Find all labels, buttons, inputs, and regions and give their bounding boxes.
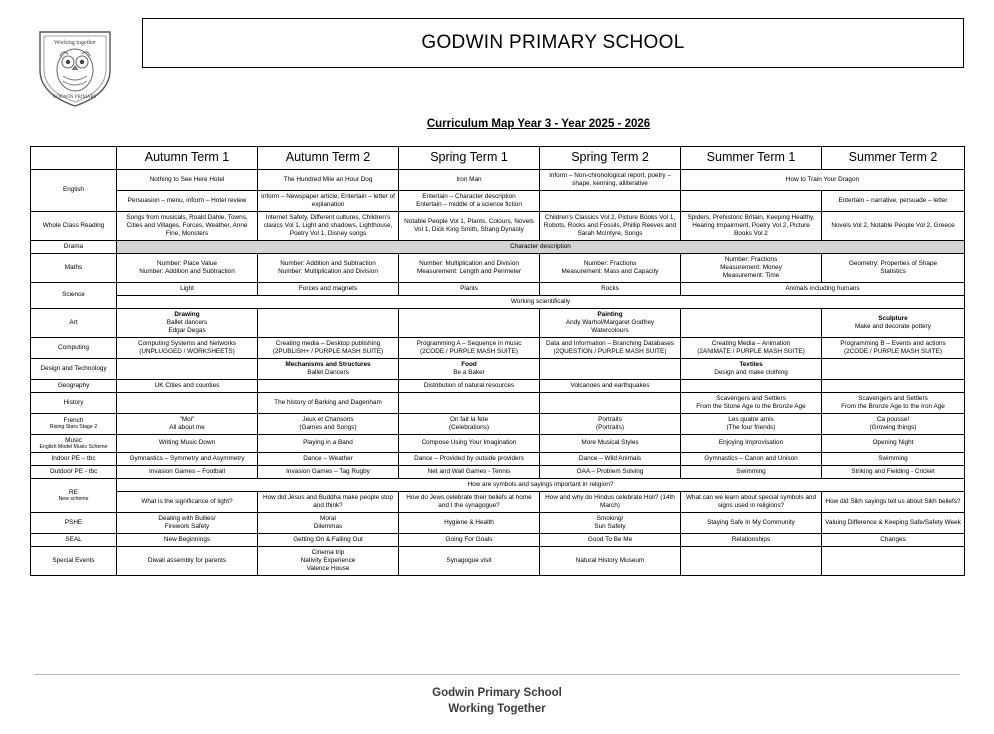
school-crest-logo — [30, 18, 120, 110]
curriculum-cell: Sculpture Make and decorate pottery — [822, 308, 965, 337]
curriculum-cell: Playing in a Band — [258, 434, 399, 453]
svg-text:GODWIN PRIMARY: GODWIN PRIMARY — [52, 95, 98, 100]
table-row — [31, 392, 965, 413]
curriculum-cell — [117, 358, 258, 379]
curriculum-cell: Persuasion – menu, inform – Hotel review — [117, 190, 258, 211]
table-row — [31, 190, 965, 211]
curriculum-cell: Forces and magnets — [258, 282, 399, 295]
curriculum-cell: Painting Andy Warhol/Margaret Godfrey Watercolours — [540, 308, 681, 337]
curriculum-cell: Dealing with Bullies/ Firework Safety — [117, 513, 258, 534]
curriculum-cell: Getting On & Falling Out — [258, 534, 399, 547]
curriculum-cell: Natural History Museum — [540, 547, 681, 576]
subject-label: French Rising Stars Stage 2 — [31, 413, 117, 434]
footer-motto: Working Together — [448, 703, 546, 716]
curriculum-cell: Drawing Ballet dancers Edgar Degas — [117, 308, 258, 337]
table-row — [31, 479, 965, 492]
curriculum-cell: Light — [117, 282, 258, 295]
subject-label: Computing — [31, 337, 117, 358]
curriculum-cell: Writing Music Down — [117, 434, 258, 453]
subject-label: Music English Model Music Scheme — [31, 434, 117, 453]
table-row — [31, 240, 965, 253]
curriculum-cell: How did Sikh sayings tell us about Sikh beliefs? — [822, 492, 965, 513]
subject-label: English — [31, 169, 117, 211]
curriculum-cell: Songs from musicals, Roald Dahle, Towns, Cities and Villages, Forces, Weather, Anne Fine, Monsters — [117, 211, 258, 240]
subject-label: RE New scheme — [31, 479, 117, 513]
curriculum-cell: Iron Man — [399, 169, 540, 190]
subject-label: Outdoor PE - tbc — [31, 466, 117, 479]
curriculum-cell: How are symbols and sayings important in religion? — [117, 479, 965, 492]
curriculum-cell: Entertain – narrative, persuade – letter — [822, 190, 965, 211]
curriculum-cell: Gymnastics – Symmetry and Asymmetry — [117, 453, 258, 466]
curriculum-cell: Food Be a Baker — [399, 358, 540, 379]
curriculum-cell: Distribution of natural resources — [399, 379, 540, 392]
table-row — [31, 358, 965, 379]
table-row — [31, 169, 965, 190]
table-row — [31, 513, 965, 534]
curriculum-cell: Ca pousse! (Growing things) — [822, 413, 965, 434]
curriculum-cell: More Musical Styles — [540, 434, 681, 453]
curriculum-cell: Jeux et Chansons (Games and Songs) — [258, 413, 399, 434]
subject-label: Special Events — [31, 547, 117, 576]
subject-label: PSHE — [31, 513, 117, 534]
curriculum-cell: Number: Addition and Subtraction Number: Multiplication and Division — [258, 253, 399, 282]
curriculum-cell: Diwali assembly for parents — [117, 547, 258, 576]
curriculum-cell: Les quatre amis (The four friends) — [681, 413, 822, 434]
curriculum-cell: Plants — [399, 282, 540, 295]
curriculum-cell: Notable People Vol 1, Plants, Colours, Novels Vol 1, Dick King Smith, Shang Dynasty — [399, 211, 540, 240]
curriculum-cell: Creating Media – Animation (2ANIMATE / PURPLE MASH SUITE) — [681, 337, 822, 358]
curriculum-cell: Swimming — [822, 453, 965, 466]
curriculum-cell — [399, 308, 540, 337]
table-row — [31, 308, 965, 337]
curriculum-cell: Textiles Design and make clothing — [681, 358, 822, 379]
curriculum-cell — [117, 392, 258, 413]
corner-cell — [31, 147, 117, 170]
curriculum-cell: Net and Wall Games - Tennis — [399, 466, 540, 479]
table-row — [31, 534, 965, 547]
table-row — [31, 434, 965, 453]
table-row — [31, 379, 965, 392]
curriculum-cell: Novels Vol 2, Notable People Vol 2, Greece — [822, 211, 965, 240]
table-body — [31, 169, 965, 576]
curriculum-cell: Good To Be Me — [540, 534, 681, 547]
curriculum-cell — [540, 190, 681, 211]
curriculum-cell: Number: Place Value Number: Addition and Subtraction — [117, 253, 258, 282]
curriculum-cell — [822, 358, 965, 379]
curriculum-cell: Hygiene & Health — [399, 513, 540, 534]
subject-label: SEAL — [31, 534, 117, 547]
curriculum-cell: Working scientifically — [117, 295, 965, 308]
curriculum-cell: The history of Barking and Dagenham — [258, 392, 399, 413]
curriculum-cell: Compose Using Your Imagination — [399, 434, 540, 453]
curriculum-cell — [822, 379, 965, 392]
column-header-spring-1: Spring Term 1 — [399, 147, 540, 170]
subject-label: Art — [31, 308, 117, 337]
svg-text:Working together: Working together — [53, 40, 97, 46]
curriculum-cell: Dance – Provided by outside providers — [399, 453, 540, 466]
curriculum-cell: Swimming — [681, 466, 822, 479]
curriculum-cell: Internet Safety, Different cultures, Children's clasics Vol 1, Light and shadows, Lighthouse, Poetry Vol 1, Disney songs — [258, 211, 399, 240]
curriculum-cell: Programming B – Events and actions (2CODE / PURPLE MASH SUITE) — [822, 337, 965, 358]
curriculum-cell: Staying Safe In My Community — [681, 513, 822, 534]
curriculum-cell: Animals including humans — [681, 282, 965, 295]
curriculum-cell: How do Jews celebrate their beliefs at home and I the synagogue? — [399, 492, 540, 513]
curriculum-cell — [681, 190, 822, 211]
curriculum-cell: How to Train Your Dragon — [681, 169, 965, 190]
curriculum-cell: Synagogue visit — [399, 547, 540, 576]
curriculum-cell: Inform – Non-chronological report, poetry – shape, kenning, alliterative — [540, 169, 681, 190]
curriculum-cell: Number: Fractions Measurement: Mass and Capacity — [540, 253, 681, 282]
table-header-row — [31, 147, 965, 170]
curriculum-cell — [681, 547, 822, 576]
curriculum-cell: Rocks — [540, 282, 681, 295]
curriculum-cell — [681, 308, 822, 337]
column-header-summer-2: Summer Term 2 — [822, 147, 965, 170]
curriculum-subtitle: Curriculum Map Year 3 - Year 2025 - 2026 — [426, 118, 651, 130]
curriculum-table-wrapper — [30, 146, 972, 576]
curriculum-cell: Valuing Difference & Keeping Safe/Safety Week — [822, 513, 965, 534]
page-header — [0, 0, 994, 110]
curriculum-cell — [258, 379, 399, 392]
curriculum-cell — [540, 358, 681, 379]
table-row — [31, 253, 965, 282]
curriculum-cell — [822, 547, 965, 576]
subject-label: Whole Class Reading — [31, 211, 117, 240]
table-row — [31, 413, 965, 434]
curriculum-cell: Opening Night — [822, 434, 965, 453]
curriculum-cell: Character description — [117, 240, 965, 253]
curriculum-cell: Relationships — [681, 534, 822, 547]
column-header-spring-2: Spring Term 2 — [540, 147, 681, 170]
table-row — [31, 337, 965, 358]
curriculum-cell: UK Cities and counties — [117, 379, 258, 392]
curriculum-cell: What can we learn about special symbols and signs used in religions? — [681, 492, 822, 513]
curriculum-cell: Number: Multiplication and Division Measurement: Length and Perimeter — [399, 253, 540, 282]
subject-label: History — [31, 392, 117, 413]
curriculum-cell: Invasion Games – Tag Rugby — [258, 466, 399, 479]
curriculum-table — [30, 146, 965, 576]
curriculum-cell — [399, 392, 540, 413]
curriculum-cell: Changes — [822, 534, 965, 547]
curriculum-cell: Enjoying Improvisation — [681, 434, 822, 453]
curriculum-cell: Moral Dilemmas — [258, 513, 399, 534]
curriculum-cell — [540, 392, 681, 413]
curriculum-cell: Volcanoes and earthquakes — [540, 379, 681, 392]
table-row — [31, 211, 965, 240]
school-title-box — [142, 18, 964, 68]
curriculum-cell: What is the significance of light? — [117, 492, 258, 513]
curriculum-cell: OAA – Problem Solving — [540, 466, 681, 479]
curriculum-cell: Scavengers and Settlers From the Stone Age to the Bronze Age — [681, 392, 822, 413]
curriculum-cell: Inform – Newspaper article, Entertain – letter of explanation — [258, 190, 399, 211]
curriculum-cell: Scavengers and Settlers From the Bronze Age to the Iron Age — [822, 392, 965, 413]
curriculum-cell: Portraits (Portraits) — [540, 413, 681, 434]
table-row — [31, 295, 965, 308]
curriculum-cell: Programming A – Sequence in music (2CODE / PURPLE MASH SUITE) — [399, 337, 540, 358]
subject-label: Design and Technology — [31, 358, 117, 379]
curriculum-cell: Dance – Wild Animals — [540, 453, 681, 466]
curriculum-cell: Creating media – Desktop publishing (2PUBLISH+ / PURPLE MASH SUITE) — [258, 337, 399, 358]
curriculum-cell: Smoking/ Sun Safety — [540, 513, 681, 534]
column-header-autumn-1: Autumn Term 1 — [117, 147, 258, 170]
curriculum-cell: New Beginnings — [117, 534, 258, 547]
page-title: GODWIN PRIMARY SCHOOL — [421, 32, 685, 53]
curriculum-cell: Spiders, Prehistoric Britain, Keeping Healthy, Hearing Impairment, Poetry Vol 2, Picture Books Vol 2 — [681, 211, 822, 240]
curriculum-cell: Mechanisms and Structures Ballet Dancers — [258, 358, 399, 379]
curriculum-cell: Entertain – Character description Entertain – middle of a science fiction — [399, 190, 540, 211]
table-row — [31, 466, 965, 479]
curriculum-cell: Number: Fractions Measurement: Money Measurement: Time — [681, 253, 822, 282]
curriculum-cell: How and why do Hindus celebrate Holi? (14th March) — [540, 492, 681, 513]
curriculum-cell: Gymnastics – Canon and Unison — [681, 453, 822, 466]
column-header-summer-1: Summer Term 1 — [681, 147, 822, 170]
curriculum-cell — [258, 308, 399, 337]
curriculum-cell: Striking and Fielding - Cricket — [822, 466, 965, 479]
subject-label: Drama — [31, 240, 117, 253]
curriculum-cell: "Moi" All about me — [117, 413, 258, 434]
footer-school-name: Godwin Primary School — [432, 686, 562, 699]
curriculum-cell: Geometry: Properties of Shape Statistics — [822, 253, 965, 282]
page-footer — [0, 674, 994, 718]
curriculum-cell: Cinema trip Nativity Experience Valence House — [258, 547, 399, 576]
curriculum-cell: Computing Systems and Networks (UNPLUGGED / WORKSHEETS) — [117, 337, 258, 358]
curriculum-cell: The Hundred Mile an Hour Dog — [258, 169, 399, 190]
table-row — [31, 492, 965, 513]
curriculum-cell: Children's Classics Vol 2, Picture Books Vol 1, Robots, Rocks and Fossils, Phillip Reeves and Sarah McIntyre, Songs — [540, 211, 681, 240]
curriculum-cell: How did Jesus and Buddha make people stop and think? — [258, 492, 399, 513]
subject-label: Indoor PE – tbc — [31, 453, 117, 466]
curriculum-cell: Dance – Weather — [258, 453, 399, 466]
curriculum-cell: On fait la fete (Celebrations) — [399, 413, 540, 434]
footer-divider — [34, 674, 960, 675]
curriculum-cell: Nothing to See Here Hotel — [117, 169, 258, 190]
column-header-autumn-2: Autumn Term 2 — [258, 147, 399, 170]
subject-label: Science — [31, 282, 117, 308]
curriculum-cell: Going For Goals — [399, 534, 540, 547]
curriculum-cell — [681, 379, 822, 392]
table-row — [31, 453, 965, 466]
curriculum-cell: Invasion Games – Football — [117, 466, 258, 479]
curriculum-cell: Data and Information – Branching Databases (2QUESTION / PURPLE MASH SUITE) — [540, 337, 681, 358]
table-row — [31, 282, 965, 295]
subject-label: Maths — [31, 253, 117, 282]
table-row — [31, 547, 965, 576]
subject-label: Geography — [31, 379, 117, 392]
